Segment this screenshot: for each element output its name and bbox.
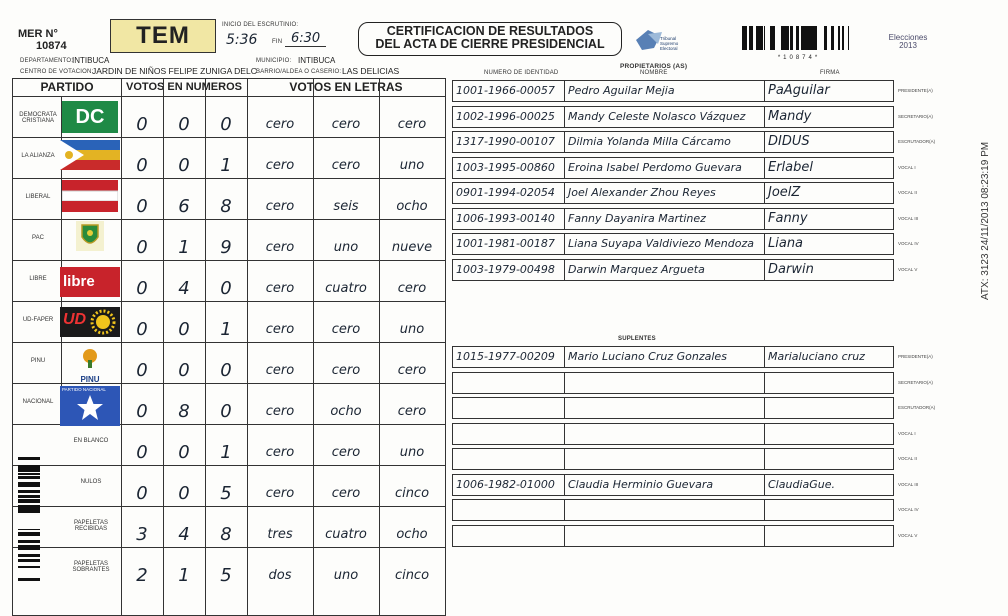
vote-digit: 0 <box>136 237 148 258</box>
member-role: VOCAL IV <box>898 241 919 246</box>
propietarios-label: PROPIETARIOS (AS) <box>620 63 688 70</box>
party-name: PAC <box>32 235 44 241</box>
barcode-bar <box>18 559 40 560</box>
member-role: VOCAL I <box>898 164 916 170</box>
vote-digit: 0 <box>136 114 148 135</box>
suplente-role: PRESIDENTE(A) <box>898 354 933 359</box>
vote-digit: 0 <box>178 483 190 504</box>
vote-digit: 0 <box>136 483 148 504</box>
suplente-row <box>452 474 894 496</box>
member-id: 1001-1981-00187 <box>453 234 565 254</box>
vote-word: uno <box>333 568 359 583</box>
logo-pac <box>76 221 104 251</box>
barcode-bar <box>764 26 765 50</box>
vote-word: uno <box>333 240 359 255</box>
centro-label: CENTRO DE VOTACION: <box>20 69 94 75</box>
suplente-signature <box>765 424 895 444</box>
departamento-value: INTIBUCA <box>72 56 110 65</box>
barcode-bar <box>18 465 40 467</box>
barcode-bar <box>796 26 799 50</box>
cert-line-2: DEL ACTA DE CIERRE PRESIDENCIAL <box>375 37 605 51</box>
suplente-role: VOCAL IV <box>898 507 919 512</box>
vote-word: cero <box>397 404 427 419</box>
barcode-bar <box>18 482 40 484</box>
vote-word: cero <box>265 322 295 337</box>
party-name: LIBERAL <box>25 194 51 200</box>
vote-digit: 0 <box>136 278 148 299</box>
barcode-bar <box>790 26 793 50</box>
vote-digit: 8 <box>220 524 232 545</box>
barcode-bar <box>18 533 40 536</box>
vote-digit: 0 <box>136 360 148 381</box>
barcode-bar <box>773 26 775 50</box>
barcode-bar <box>18 566 40 568</box>
member-role: ESCRUTADOR(A) <box>898 139 936 144</box>
suplente-row <box>452 372 894 394</box>
suplente-role: ESCRUTADOR(A) <box>898 405 936 410</box>
suplente-id <box>453 398 565 418</box>
suplente-row <box>452 423 894 445</box>
vote-word: cero <box>265 281 295 296</box>
logo-alianza <box>60 140 120 170</box>
barcode-bar <box>18 510 40 513</box>
vote-word: seis <box>333 199 359 214</box>
party-name: NULOS <box>80 479 102 485</box>
vote-digit: 1 <box>220 155 232 176</box>
barcode-bar <box>18 477 40 479</box>
barcode-bar <box>18 500 40 503</box>
member-signature: Darwin <box>768 261 814 277</box>
barcode-bar <box>786 26 789 50</box>
barcode-bar <box>810 26 813 50</box>
member-signature: Liana <box>768 236 804 251</box>
barcode-bar <box>18 532 40 533</box>
barcode-bar <box>752 26 753 50</box>
suplentes-label: SUPLENTES <box>618 336 656 342</box>
logo-pinu <box>74 346 106 382</box>
vote-word: cero <box>331 486 361 501</box>
barcode-left <box>18 456 42 584</box>
suplente-name <box>565 449 765 469</box>
tse-logo-text: Tribunal Supremo Electoral <box>660 36 679 51</box>
barcode-bar <box>18 505 40 507</box>
vote-word: cuatro <box>325 281 367 296</box>
vote-digit: 0 <box>136 196 148 217</box>
header-numeros: VOTOS EN NUMEROS <box>126 81 242 93</box>
barcode-bar <box>18 545 40 547</box>
member-row <box>452 80 894 102</box>
barcode-bar <box>18 554 40 557</box>
barcode-bar <box>813 26 815 50</box>
party-name: PINU <box>30 358 46 364</box>
logo-liberal <box>62 180 118 212</box>
barcode-bar <box>18 578 40 581</box>
barcode-bar <box>18 468 40 469</box>
member-id: 0901-1994-02054 <box>453 183 565 203</box>
barcode-bar <box>18 507 40 509</box>
header-letras: VOTOS EN LETRAS <box>289 80 403 94</box>
vote-word: cero <box>265 486 295 501</box>
barcode-bar <box>18 529 40 530</box>
centro-value: JARDIN DE NIÑOS FELIPE ZUNIGA DELC <box>92 66 257 76</box>
cert-line-1: CERTIFICACION DE RESULTADOS <box>386 24 594 38</box>
suplente-id <box>453 449 565 469</box>
vote-digit: 0 <box>178 360 190 381</box>
nombre-label: NOMBRE <box>640 70 668 76</box>
member-name: Fanny Dayanira Martinez <box>565 209 765 229</box>
barcode-bar <box>18 542 40 543</box>
escrutinio-hora: 5:36 <box>226 32 258 48</box>
vote-word: cero <box>331 363 361 378</box>
barcode-bar <box>18 490 40 493</box>
suplente-id <box>453 424 565 444</box>
suplente-name <box>565 398 765 418</box>
barcode-bar <box>18 476 40 477</box>
member-role: VOCAL II <box>898 190 917 195</box>
logo-ud <box>60 307 120 337</box>
vote-word: uno <box>399 445 425 460</box>
member-name: Eroina Isabel Perdomo Guevara <box>565 158 765 178</box>
logo-nacional <box>60 386 120 426</box>
barcode-bar <box>809 26 810 50</box>
member-role: PRESIDENTE(A) <box>898 88 933 93</box>
mer-label: MER N° <box>18 28 58 40</box>
vote-word: dos <box>268 568 292 583</box>
vote-digit: 4 <box>178 524 190 545</box>
vote-word: cero <box>265 445 295 460</box>
member-role: VOCAL V <box>898 266 918 272</box>
vote-digit: 0 <box>136 401 148 422</box>
barcode-bar <box>756 26 758 50</box>
suplente-role: VOCAL III <box>898 481 919 487</box>
vote-word: cero <box>397 281 427 296</box>
vote-digit: 6 <box>178 196 190 217</box>
municipio-value: INTIBUCA <box>298 56 336 65</box>
barcode-bar <box>831 26 834 50</box>
logo-nacional-text: PARTIDO NACIONAL <box>62 387 106 392</box>
suplente-name <box>565 500 765 520</box>
barcode-top <box>742 26 856 61</box>
vote-word: cero <box>397 117 427 132</box>
party-name: LIBRE <box>29 276 47 282</box>
barcode-bar <box>742 26 744 50</box>
vote-word: cinco <box>394 568 430 583</box>
suplente-row <box>452 346 894 368</box>
barcode-bar <box>746 26 747 50</box>
member-role: SECRETARIO(A) <box>898 113 933 119</box>
party-name: EN BLANCO <box>73 438 109 444</box>
party-name: PAPELETAS SOBRANTES <box>72 561 110 573</box>
suplente-id <box>453 373 565 393</box>
departamento-label: DEPARTAMENTO: <box>20 58 74 64</box>
suplente-row <box>452 525 894 547</box>
barcode-bar <box>18 484 40 487</box>
suplente-name <box>565 424 765 444</box>
vote-word: nueve <box>391 240 433 255</box>
member-name: Joel Alexander Zhou Reyes <box>565 183 765 203</box>
numero-identidad-label: NUMERO DE IDENTIDAD <box>484 70 559 76</box>
member-row <box>452 106 894 128</box>
escrutinio-fin-label: FIN <box>272 39 283 45</box>
vote-digit: 5 <box>220 483 232 504</box>
escrutinio-label: INICIO DEL ESCRUTINIO: <box>222 22 299 28</box>
barcode-bar <box>806 26 809 50</box>
vote-word: ocho <box>396 199 428 214</box>
vote-digit: 4 <box>178 278 190 299</box>
vote-digit: 1 <box>178 565 190 586</box>
barcode-bar <box>848 26 849 50</box>
barrio-label: BARRIO/ALDEA O CASERIO: <box>256 69 342 75</box>
barcode-bar <box>18 509 40 510</box>
logo-pinu-text: PINU <box>80 375 100 384</box>
suplente-row <box>452 448 894 470</box>
vote-digit: 0 <box>136 442 148 463</box>
vote-word: cero <box>265 404 295 419</box>
vote-digit: 0 <box>220 114 232 135</box>
barcode-bar <box>749 26 752 50</box>
vote-word: uno <box>399 322 425 337</box>
vote-word: cinco <box>394 486 430 501</box>
vote-word: cuatro <box>325 527 367 542</box>
suplente-id: 1006-1982-01000 <box>453 475 565 495</box>
suplente-name <box>565 373 765 393</box>
party-name: UD-FAPER <box>22 317 54 323</box>
suplente-name: Mario Luciano Cruz Gonzales <box>565 347 765 367</box>
barcode-bar <box>842 26 843 50</box>
vote-word: cero <box>331 158 361 173</box>
barcode-bar <box>803 26 806 50</box>
vote-digit: 8 <box>178 401 190 422</box>
logo-ud-text: UD <box>63 311 87 328</box>
vote-word: cero <box>265 117 295 132</box>
vote-word: cero <box>265 363 295 378</box>
vote-digit: 0 <box>220 278 232 299</box>
member-row <box>452 233 894 255</box>
suplente-row <box>452 397 894 419</box>
suplente-role: VOCAL V <box>898 532 918 538</box>
barcode-bar <box>801 26 803 50</box>
barcode-bar <box>18 467 40 468</box>
certification-title <box>358 22 622 56</box>
mer-number: 10874 <box>36 40 67 52</box>
vote-word: uno <box>399 158 425 173</box>
barcode-bar <box>843 26 844 50</box>
suplente-id <box>453 526 565 546</box>
barcode-bar <box>824 26 827 50</box>
member-id: 1001-1966-00057 <box>453 81 565 101</box>
vote-digit: 5 <box>220 565 232 586</box>
member-row <box>452 157 894 179</box>
tem-badge: TEM <box>110 19 216 53</box>
suplente-role: VOCAL I <box>898 430 916 436</box>
suplente-signature <box>765 398 895 418</box>
barrio-value: LAS DELICIAS <box>342 66 400 76</box>
vote-digit: 0 <box>136 319 148 340</box>
member-row <box>452 131 894 153</box>
member-id: 1003-1979-00498 <box>453 260 565 280</box>
suplente-signature: ClaudiaGue. <box>768 477 835 491</box>
suplente-id <box>453 500 565 520</box>
vote-digit: 8 <box>220 196 232 217</box>
vote-word: cero <box>265 199 295 214</box>
barcode-bar <box>815 26 817 50</box>
suplente-name: Claudia Herminio Guevara <box>565 475 765 495</box>
suplente-row <box>452 499 894 521</box>
vote-word: tres <box>267 527 293 542</box>
vote-digit: 2 <box>136 565 148 586</box>
barcode-bar <box>18 560 40 562</box>
barcode-bar <box>18 495 40 498</box>
member-signature: Fanny <box>768 210 808 226</box>
party-name: DEMOCRATA CRISTIANA <box>19 112 57 124</box>
tse-logo <box>632 26 686 54</box>
barcode-bar <box>18 547 40 550</box>
vote-word: cero <box>265 158 295 173</box>
suplente-signature <box>765 500 895 520</box>
firma-label: FIRMA <box>820 70 840 76</box>
vote-word: cero <box>265 240 295 255</box>
logo-libre: libre <box>60 267 120 297</box>
vote-digit: 1 <box>178 237 190 258</box>
vote-digit: 0 <box>178 114 190 135</box>
vote-digit: 0 <box>136 155 148 176</box>
suplente-signature: Marialuciano cruz <box>768 350 865 363</box>
vote-digit: 0 <box>178 442 190 463</box>
member-name: Dilmia Yolanda Milla Cárcamo <box>565 132 765 152</box>
vote-digit: 0 <box>220 401 232 422</box>
member-id: 1003-1995-00860 <box>453 158 565 178</box>
member-id: 1002-1996-00025 <box>453 107 565 127</box>
suplente-signature <box>765 526 895 546</box>
member-name: Mandy Celeste Nolasco Vázquez <box>565 107 765 127</box>
member-name: Darwin Marquez Argueta <box>565 260 765 280</box>
member-row <box>452 259 894 281</box>
barcode-bar <box>18 457 40 460</box>
party-name: LA ALIANZA <box>21 153 55 159</box>
barcode-bar <box>18 473 40 475</box>
barcode-bar <box>761 26 763 50</box>
vote-word: ocho <box>330 404 362 419</box>
vote-digit: 0 <box>178 319 190 340</box>
vote-word: ocho <box>396 527 428 542</box>
vote-digit: 1 <box>220 319 232 340</box>
vote-digit: 1 <box>220 442 232 463</box>
member-name: Pedro Aguilar Mejia <box>565 81 765 101</box>
suplente-name <box>565 526 765 546</box>
vote-digit: 9 <box>220 237 232 258</box>
member-signature: DIDUS <box>768 134 810 149</box>
header-partido: PARTIDO <box>40 80 94 94</box>
vote-digit: 0 <box>178 155 190 176</box>
party-name: PAPELETAS RECIBIDAS <box>73 520 109 532</box>
suplente-signature <box>765 449 895 469</box>
barcode-bar <box>770 26 772 50</box>
member-role: VOCAL III <box>898 215 919 221</box>
suplente-role: VOCAL II <box>898 456 917 461</box>
member-id: 1006-1993-00140 <box>453 209 565 229</box>
barcode-bar <box>783 26 786 50</box>
member-signature: PaAguilar <box>768 83 830 98</box>
municipio-label: MUNICIPIO: <box>256 58 292 64</box>
barcode-bar <box>838 26 840 50</box>
suplente-id: 1015-1977-00209 <box>453 347 565 367</box>
logo-dc: DC <box>62 101 118 133</box>
barcode-bar <box>18 540 40 542</box>
escrutinio-fin: 6:30 <box>285 31 326 47</box>
barcode-bar <box>781 26 783 50</box>
vote-word: cero <box>331 117 361 132</box>
vote-digit: 0 <box>220 360 232 381</box>
vote-digit: 3 <box>136 524 148 545</box>
member-row <box>452 208 894 230</box>
suplente-signature <box>765 373 895 393</box>
member-id: 1317-1990-00107 <box>453 132 565 152</box>
elections-logo: Elecciones 2013 <box>888 33 928 50</box>
party-name: NACIONAL <box>22 399 54 405</box>
barcode-bar <box>18 469 40 472</box>
vote-word: cero <box>331 322 361 337</box>
side-stamp: ATX: 3123 24/11/2013 08:23:19 PM <box>980 141 991 300</box>
barcode-bar <box>18 499 40 500</box>
suplente-role: SECRETARIO(A) <box>898 379 933 385</box>
vote-word: cero <box>331 445 361 460</box>
member-signature: Erlabel <box>768 159 813 175</box>
barcode-bar <box>744 26 746 50</box>
barcode-bar <box>758 26 761 50</box>
member-row <box>452 182 894 204</box>
member-name: Liana Suyapa Valdiviezo Mendoza <box>565 234 765 254</box>
barcode-top-text: *10874* <box>777 55 821 61</box>
member-signature: JoelZ <box>768 185 801 200</box>
member-signature: Mandy <box>768 108 812 124</box>
barcode-bar <box>772 26 773 50</box>
vote-word: cero <box>397 363 427 378</box>
